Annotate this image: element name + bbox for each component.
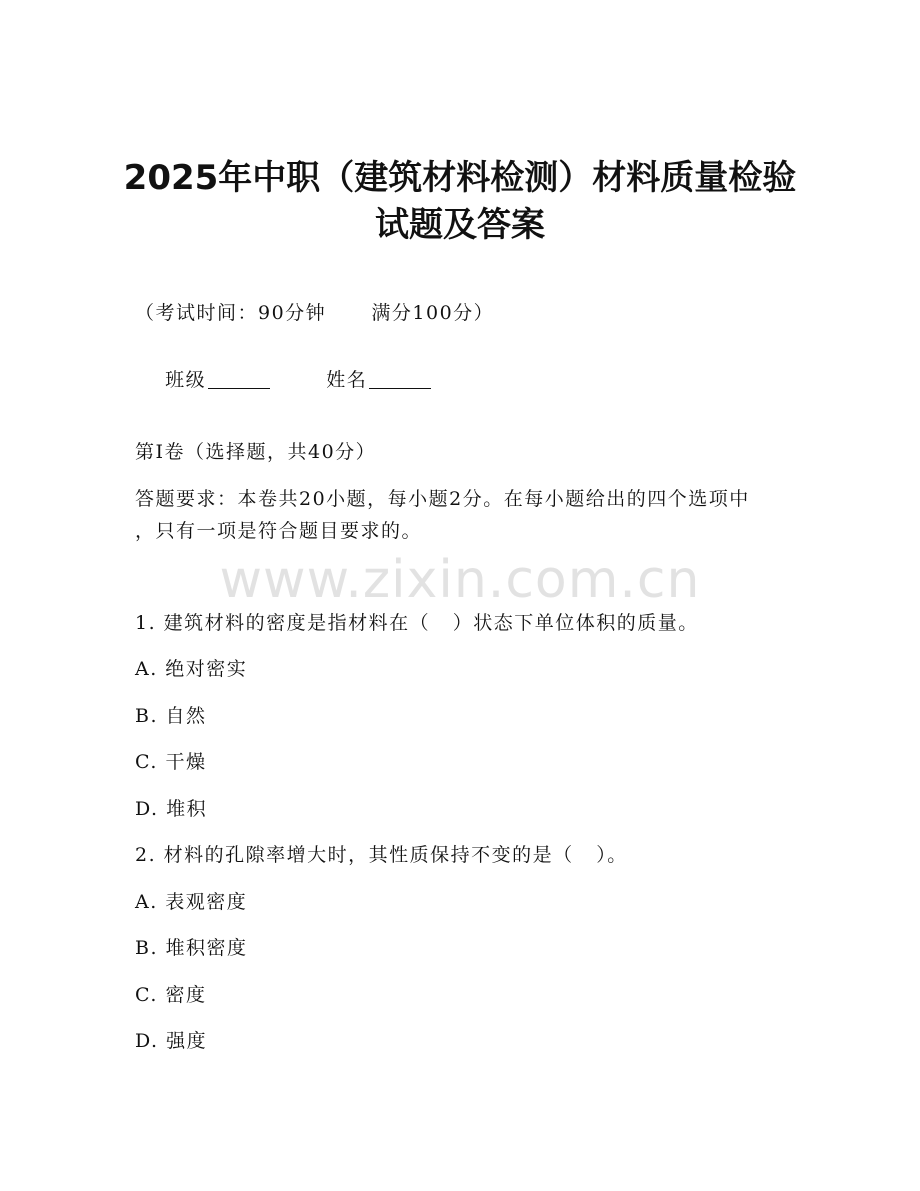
instructions-line-2: ，只有一项是符合题目要求的。 [135, 520, 423, 542]
question-2-option-b: B. 堆积密度 [135, 937, 248, 959]
name-blank[interactable] [369, 387, 431, 389]
instructions-line-1: 答题要求：本卷共20小题，每小题2分。在每小题给出的四个选项中 [135, 488, 750, 510]
question-1-option-c: C. 干燥 [135, 751, 207, 773]
question-2-stem: 2. 材料的孔隙率增大时，其性质保持不变的是（ ）。 [135, 844, 628, 866]
watermark: www.zixin.com.cn [219, 550, 701, 610]
question-1-option-b: B. 自然 [135, 705, 207, 727]
document-title-line-2: 试题及答案 [375, 205, 545, 245]
class-blank[interactable] [208, 387, 270, 389]
class-label: 班级 [165, 369, 207, 391]
student-info-row [135, 352, 431, 409]
question-2-option-a: A. 表观密度 [135, 891, 248, 913]
question-1-option-a: A. 绝对密实 [135, 658, 248, 680]
exam-info: （考试时间：90分钟 满分100分） [135, 302, 495, 324]
name-label: 姓名 [326, 369, 368, 391]
question-2-option-c: C. 密度 [135, 984, 207, 1006]
question-2-option-d: D. 强度 [135, 1030, 208, 1052]
document-title-line-1: 2025年中职（建筑材料检测）材料质量检验 [123, 158, 797, 198]
section-heading: 第Ⅰ卷（选择题，共40分） [135, 441, 377, 463]
question-1-option-d: D. 堆积 [135, 798, 208, 820]
question-1-stem: 1. 建筑材料的密度是指材料在（ ）状态下单位体积的质量。 [135, 612, 699, 634]
